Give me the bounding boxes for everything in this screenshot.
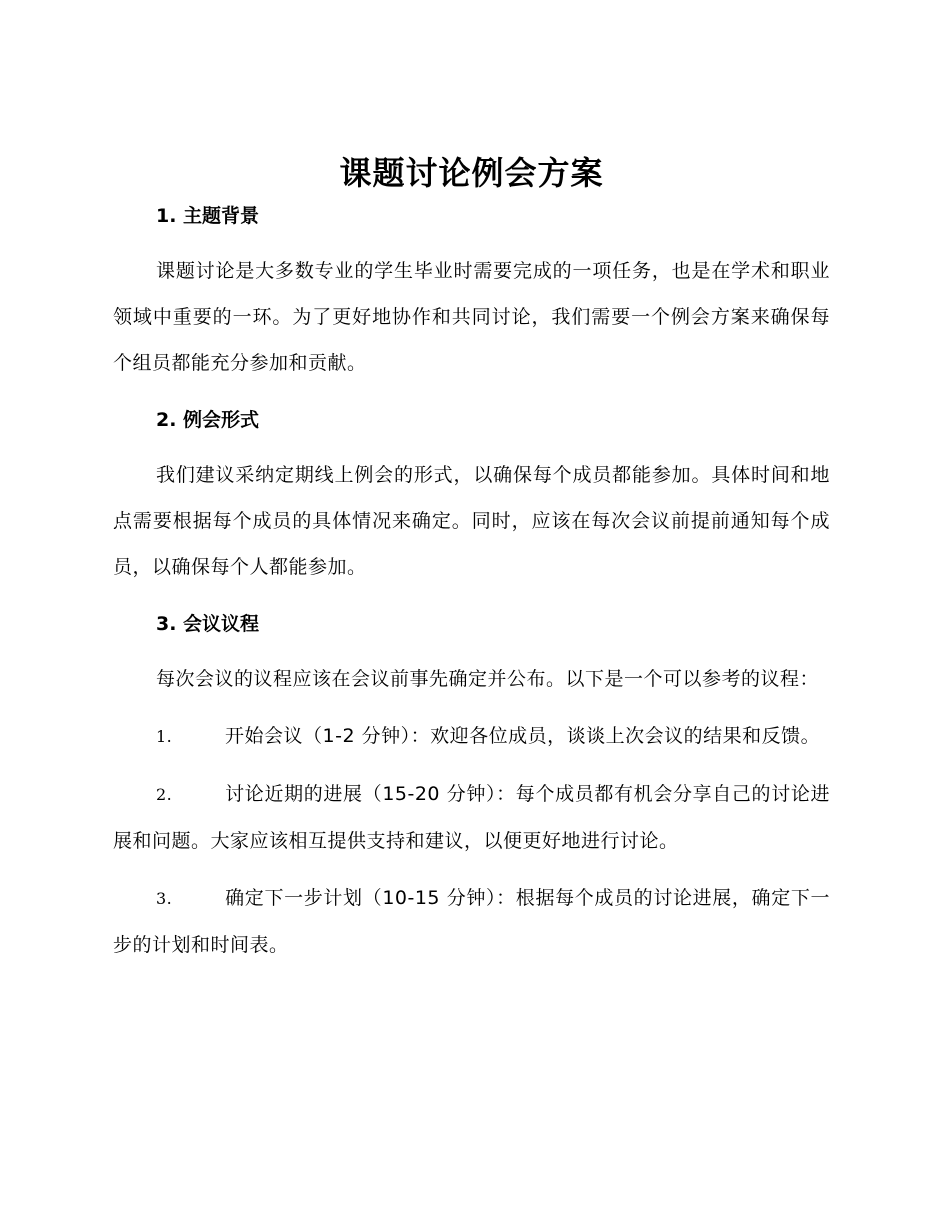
agenda-item-number: 3. (156, 889, 173, 908)
document-page (113, 150, 830, 968)
section-heading-background: 1. 主题背景 (156, 205, 260, 227)
document-title: 课题讨论例会方案 (339, 154, 604, 192)
agenda-item (113, 875, 830, 968)
agenda-item-text: 讨论近期的进展（15-20 分钟）：每个成员都有机会分享自己的讨论进展和问题。大家应该相互提供支持和建议，以便更好地进行讨论。 (113, 783, 830, 852)
section-paragraph-agenda: 每次会议的议程应该在会议前事先确定并公布。以下是一个可以参考的议程： (156, 668, 820, 690)
section-paragraph-format: 我们建议采纳定期线上例会的形式，以确保每个成员都能参加。具体时间和地点需要根据每个成员的具体情况来确定。同时，应该在每次会议前提前通知每个成员，以确保每个人都能参加。 (113, 464, 830, 578)
section-paragraph-background: 课题讨论是大多数专业的学生毕业时需要完成的一项任务，也是在学术和职业领域中重要的一环。为了更好地协作和共同讨论，我们需要一个例会方案来确保每个组员都能充分参加和贡献。 (113, 260, 830, 374)
section-heading-agenda: 3. 会议议程 (156, 613, 260, 635)
agenda-item-text: 确定下一步计划（10-15 分钟）：根据每个成员的讨论进展，确定下一步的计划和时间表。 (113, 887, 830, 956)
agenda-item-number: 2. (156, 785, 173, 804)
agenda-item-text: 开始会议（1-2 分钟）：欢迎各位成员，谈谈上次会议的结果和反馈。 (225, 725, 821, 747)
agenda-item (113, 771, 830, 864)
agenda-item-number: 1. (156, 727, 173, 746)
agenda-item (113, 713, 830, 760)
section-heading-format: 2. 例会形式 (156, 409, 260, 431)
